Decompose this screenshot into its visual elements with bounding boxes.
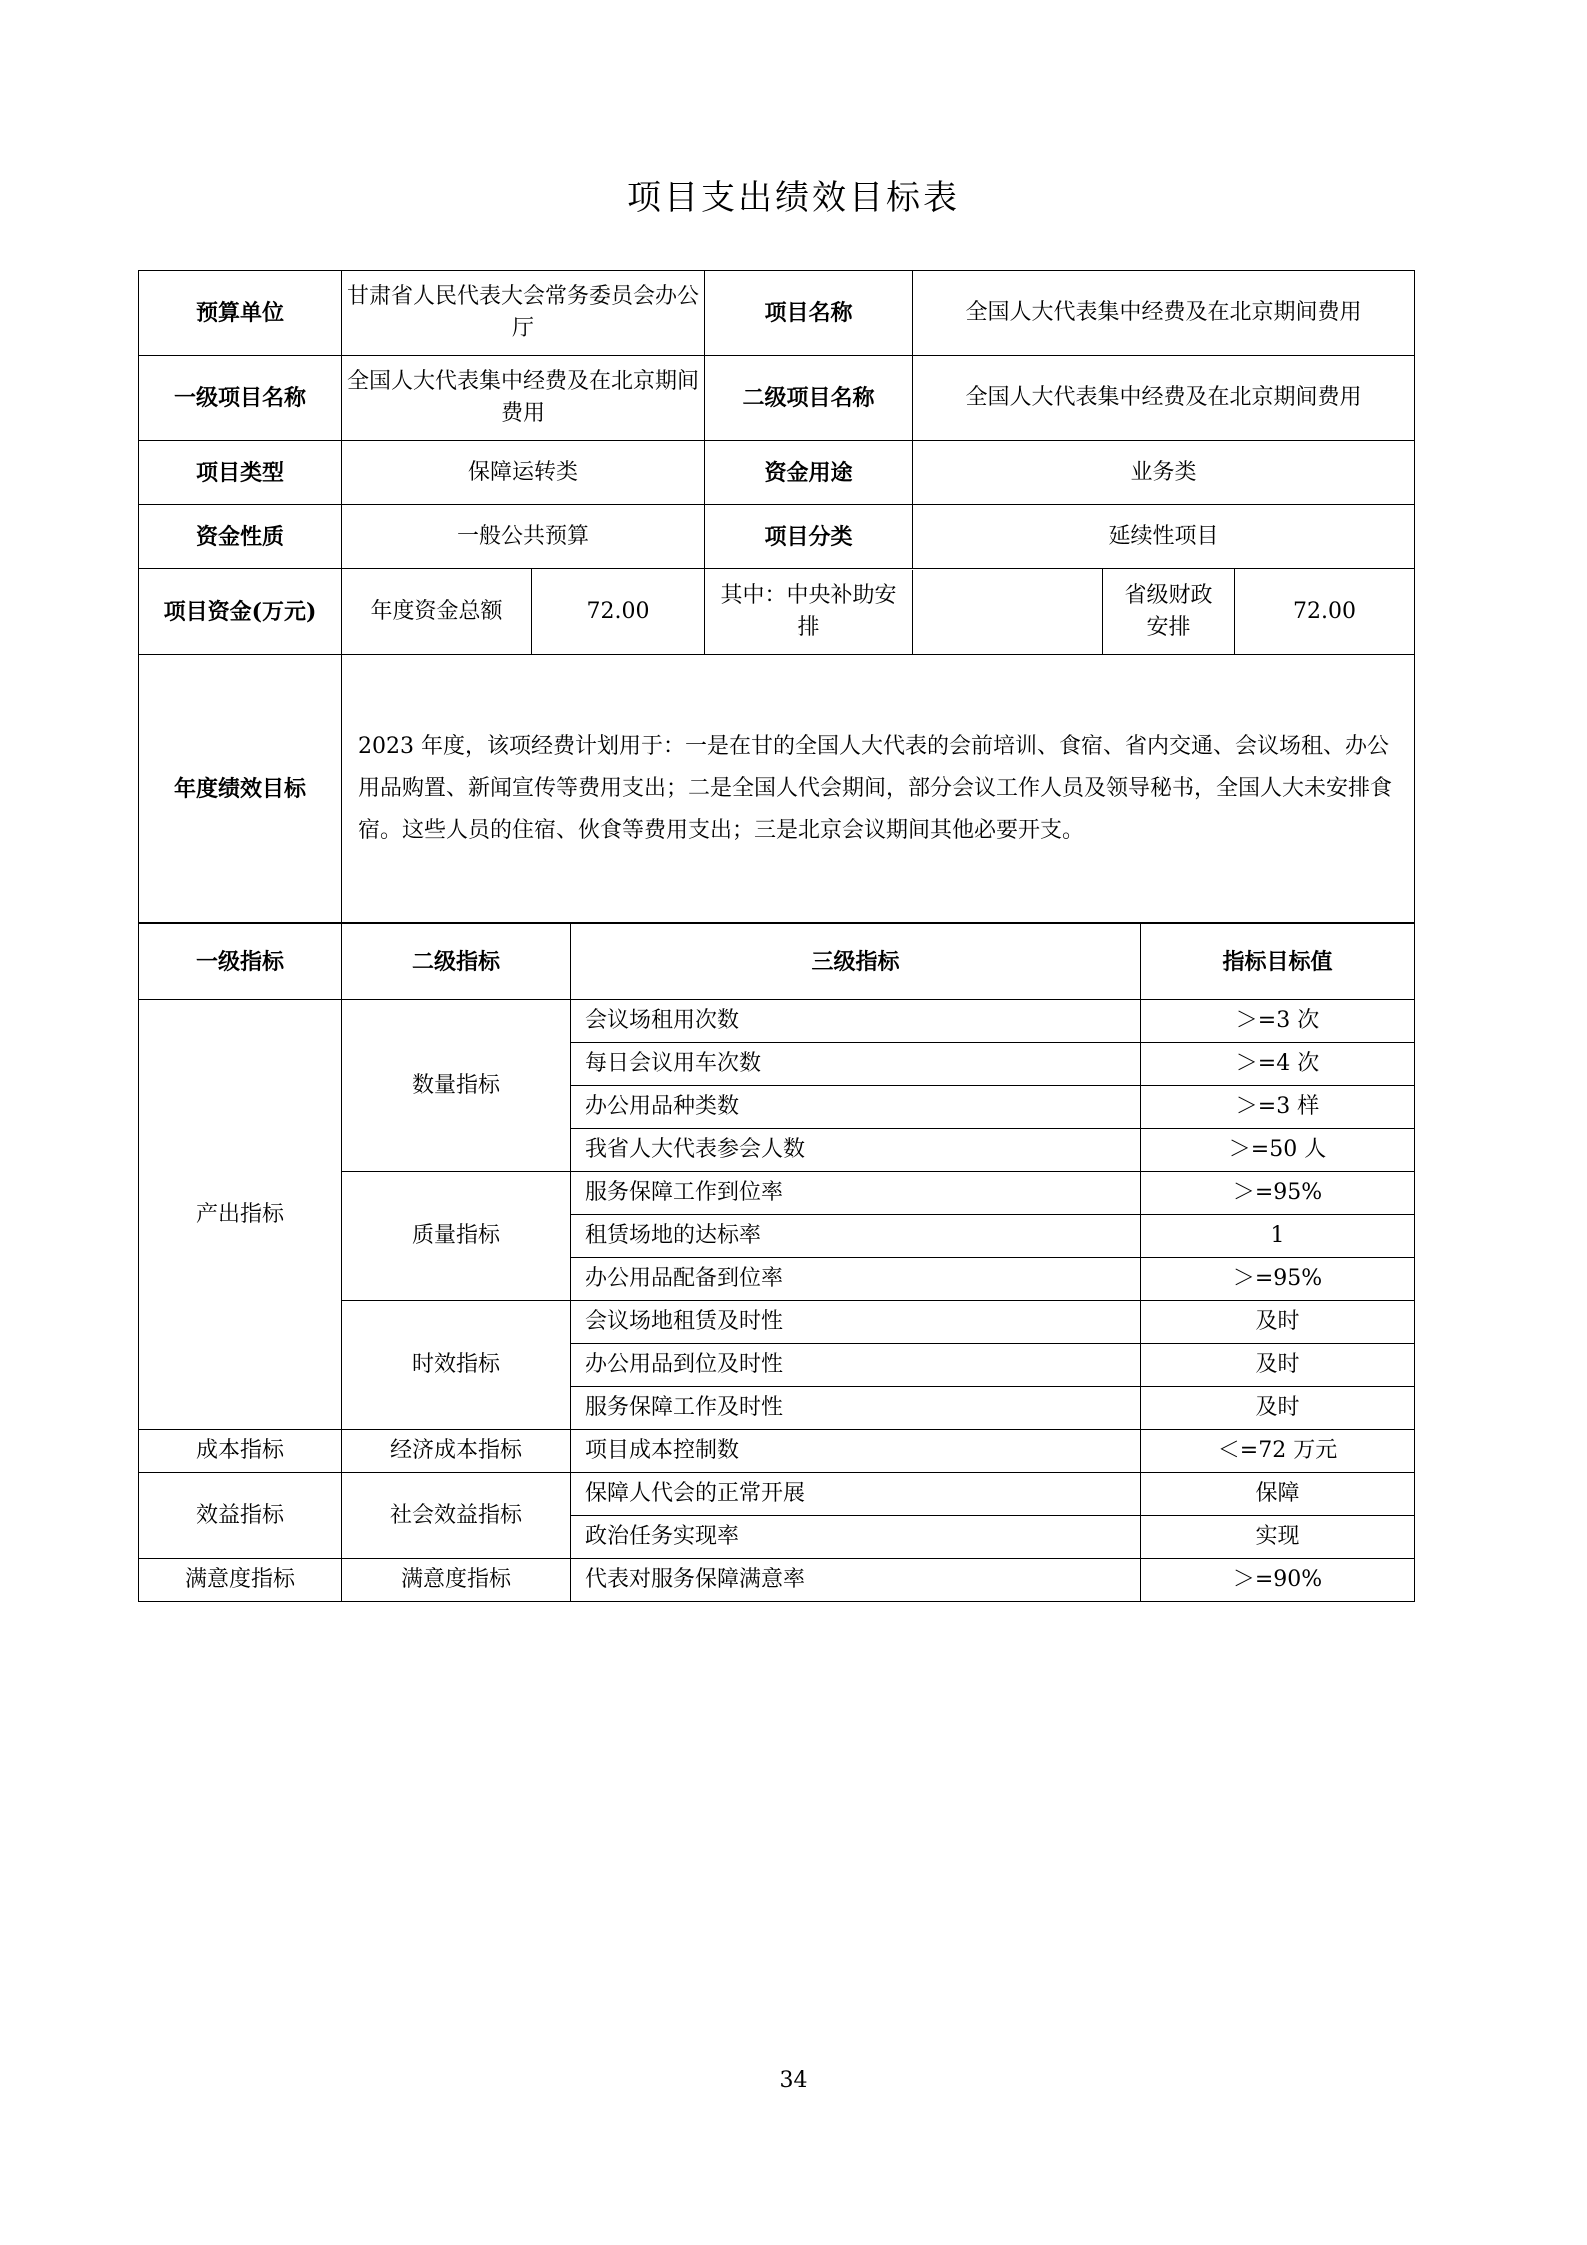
benefit-indicator-label: 效益指标: [139, 1473, 342, 1559]
info-row-funds: [139, 569, 1415, 655]
level2-name-label: 二级项目名称: [705, 356, 913, 441]
provincial-value: 72.00: [1235, 569, 1415, 655]
project-category-value: 延续性项目: [913, 505, 1415, 569]
info-row-goal: [139, 655, 1415, 923]
central-value: [913, 570, 1102, 654]
indicator-target: 及时: [1141, 1301, 1415, 1344]
annual-total-value: 72.00: [532, 569, 705, 655]
satisfaction-indicator-label: 满意度指标: [139, 1559, 342, 1602]
level1-name-label: 一级项目名称: [139, 356, 342, 441]
indicator-table: [138, 923, 1415, 1602]
funds-label: 项目资金(万元): [139, 569, 342, 655]
goal-label: 年度绩效目标: [139, 655, 342, 923]
indicator-name: 办公用品到位及时性: [571, 1344, 1141, 1387]
page-title: 项目支出绩效目标表: [627, 178, 960, 218]
indicator-name: 办公用品种类数: [571, 1086, 1141, 1129]
budget-unit-value: 甘肃省人民代表大会常务委员会办公厅: [342, 271, 705, 356]
indicator-name: 每日会议用车次数: [571, 1043, 1141, 1086]
budget-unit-label: 预算单位: [139, 271, 342, 356]
indicator-target: ＞=95%: [1141, 1172, 1415, 1215]
indicator-name: 会议场地租赁及时性: [571, 1301, 1141, 1344]
info-row-nature: [139, 505, 1415, 569]
fund-use-label: 资金用途: [705, 441, 913, 505]
info-row-level-names: [139, 356, 1415, 441]
indicator-header-row: [139, 924, 1415, 1000]
indicator-target: ＞=4 次: [1141, 1043, 1415, 1086]
indicator-name: 办公用品配备到位率: [571, 1258, 1141, 1301]
project-name-label: 项目名称: [705, 271, 913, 356]
timeliness-indicator-label: 时效指标: [342, 1301, 571, 1430]
output-indicator-label: 产出指标: [139, 1000, 342, 1430]
indicator-target: ＞=50 人: [1141, 1129, 1415, 1172]
project-info-table: [138, 270, 1415, 923]
page-number: 34: [779, 2068, 808, 2093]
indicator-name: 我省人大代表参会人数: [571, 1129, 1141, 1172]
indicator-name: 会议场租用次数: [571, 1000, 1141, 1043]
header-target: 指标目标值: [1141, 924, 1415, 1000]
project-type-label: 项目类型: [139, 441, 342, 505]
table-row: [139, 1000, 1415, 1043]
level2-name-value: 全国人大代表集中经费及在北京期间费用: [913, 356, 1415, 441]
quantity-indicator-label: 数量指标: [342, 1000, 571, 1172]
indicator-name: 租赁场地的达标率: [571, 1215, 1141, 1258]
project-name-value: 全国人大代表集中经费及在北京期间费用: [913, 271, 1415, 356]
project-type-value: 保障运转类: [342, 441, 705, 505]
header-level1: 一级指标: [139, 924, 342, 1000]
provincial-label: 省级财政安排: [1103, 569, 1235, 655]
economic-cost-indicator-label: 经济成本指标: [342, 1430, 571, 1473]
indicator-target: ＞=95%: [1141, 1258, 1415, 1301]
central-label: 其中：中央补助安排: [705, 570, 913, 654]
indicator-target: ＞=3 次: [1141, 1000, 1415, 1043]
indicator-target: ＞=90%: [1141, 1559, 1415, 1602]
annual-total-label: 年度资金总额: [342, 569, 532, 655]
indicator-name: 代表对服务保障满意率: [571, 1559, 1141, 1602]
social-benefit-indicator-label: 社会效益指标: [342, 1473, 571, 1559]
indicator-name: 服务保障工作到位率: [571, 1172, 1141, 1215]
goal-text: 2023 年度，该项经费计划用于：一是在甘的全国人大代表的会前培训、食宿、省内交通、会议场租、办公用品购置、新闻宣传等费用支出；二是全国人代会期间，部分会议工作人员及领导秘书，全国人大未安排食宿。这些人员的住宿、伙食等费用支出；三是北京会议期间其他必要开支。: [342, 655, 1415, 923]
indicator-target: 实现: [1141, 1516, 1415, 1559]
quality-indicator-label: 质量指标: [342, 1172, 571, 1301]
fund-nature-value: 一般公共预算: [342, 505, 705, 569]
indicator-name: 保障人代会的正常开展: [571, 1473, 1141, 1516]
indicator-name: 政治任务实现率: [571, 1516, 1141, 1559]
indicator-target: 及时: [1141, 1387, 1415, 1430]
indicator-target: 保障: [1141, 1473, 1415, 1516]
indicator-name: 服务保障工作及时性: [571, 1387, 1141, 1430]
table-row: [139, 1559, 1415, 1602]
info-row-type: [139, 441, 1415, 505]
split-funds-cell: [705, 569, 1103, 655]
info-row-budget-unit: [139, 271, 1415, 356]
table-row: [139, 1430, 1415, 1473]
indicator-target: ＜=72 万元: [1141, 1430, 1415, 1473]
header-level3: 三级指标: [571, 924, 1141, 1000]
table-row: [139, 1473, 1415, 1516]
project-category-label: 项目分类: [705, 505, 913, 569]
indicator-name: 项目成本控制数: [571, 1430, 1141, 1473]
fund-nature-label: 资金性质: [139, 505, 342, 569]
indicator-target: 及时: [1141, 1344, 1415, 1387]
fund-use-value: 业务类: [913, 441, 1415, 505]
indicator-target: 1: [1141, 1215, 1415, 1258]
indicator-target: ＞=3 样: [1141, 1086, 1415, 1129]
cost-indicator-label: 成本指标: [139, 1430, 342, 1473]
header-level2: 二级指标: [342, 924, 571, 1000]
satisfaction-sub-indicator-label: 满意度指标: [342, 1559, 571, 1602]
level1-name-value: 全国人大代表集中经费及在北京期间费用: [342, 356, 705, 441]
